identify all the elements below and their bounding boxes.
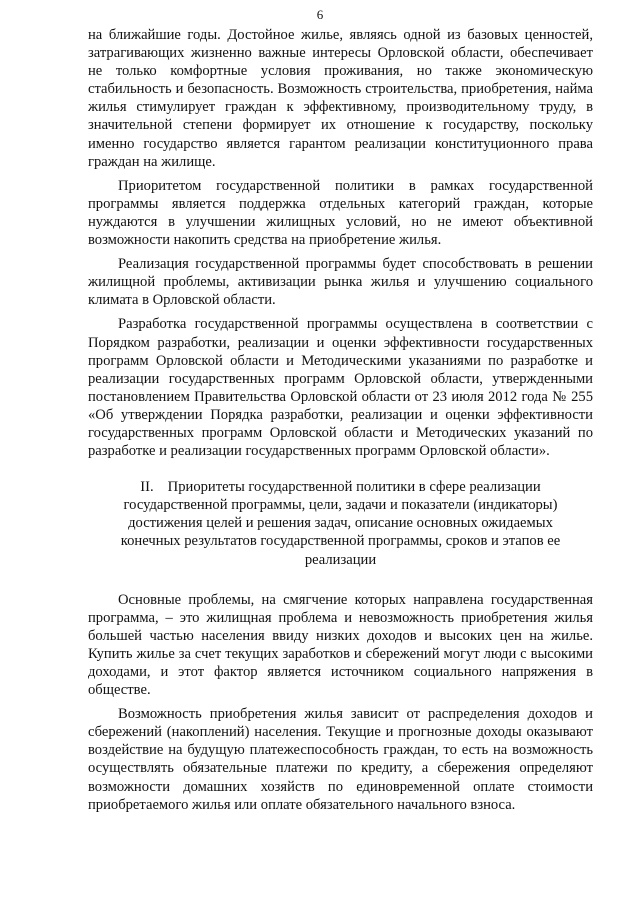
section-heading <box>88 478 593 568</box>
paragraph: Реализация государственной программы будет способствовать в решении жилищной проблемы, активизации рынка жилья и улучшению социального климата в Орловской области. <box>88 256 593 309</box>
page-content <box>88 26 593 820</box>
section-title: Приоритеты государственной политики в сфере реализации государственной программы, цели, задачи и показатели (индикаторы) достижения целей и решения задач, описание основных ожидаемых конечных результатов государственной программы, сроков и этапов ее реализации <box>120 479 561 568</box>
section-number: II. <box>140 479 154 496</box>
paragraph: Возможность приобретения жилья зависит от распределения доходов и сбережений (накоплений) населения. Текущие и прогнозные доходы оказывают воздействие на будущую платежеспособность граждан, то есть на возможность осуществлять обязательные платежи по кредиту, а сбережения определяют возможности домашних хозяйств по единовременной оплате стоимости приобретаемого жилья или оплате обязательного начального взноса. <box>88 706 593 813</box>
paragraph: на ближайшие годы. Достойное жилье, являясь одной из базовых ценностей, затрагивающих жизненно важные интересы Орловской области, обеспечивает не только комфортные условия проживания, но также экономическую стабильность и безопасность. Возможность строительства, приобретения, найма жилья стимулирует граждан к эффективному, производительному труду, в значительной степени формирует их отношение к государству, поскольку именно государство является гарантом реализации конституционного права граждан на жилище. <box>88 27 593 170</box>
page-number: 6 <box>316 7 324 22</box>
paragraph: Разработка государственной программы осуществлена в соответствии с Порядком разработки, реализации и оценки эффективности государственных программ Орловской области и Методическими указаниями по разработке и реализации государственных программ Орловской области, утвержденными постановлением Правительства Орловской области от 23 июля 2012 года № 255 «Об утверждении Порядка разработки, реализации и оценки эффективности государственных программ Орловской области и Методических указаний по разработке и реализации государственных программ Орловской области». <box>88 316 593 460</box>
paragraph: Основные проблемы, на смягчение которых направлена государственная программа, – это жилищная проблема и невозможность приобретения жилья большей частью населения ввиду низких доходов и высоких цен на жилье. Купить жилье за счет текущих заработков и сбережений могут люди с высокими доходами, и этот фактор является источником социального напряжения в обществе. <box>88 591 593 699</box>
spacer <box>88 569 593 591</box>
paragraph: Приоритетом государственной политики в рамках государственной программы является поддержка отдельных категорий граждан, которые нуждаются в улучшении жилищных условий, но не имеют объективной возможности накопить средства на приобретение жилья. <box>88 177 593 249</box>
